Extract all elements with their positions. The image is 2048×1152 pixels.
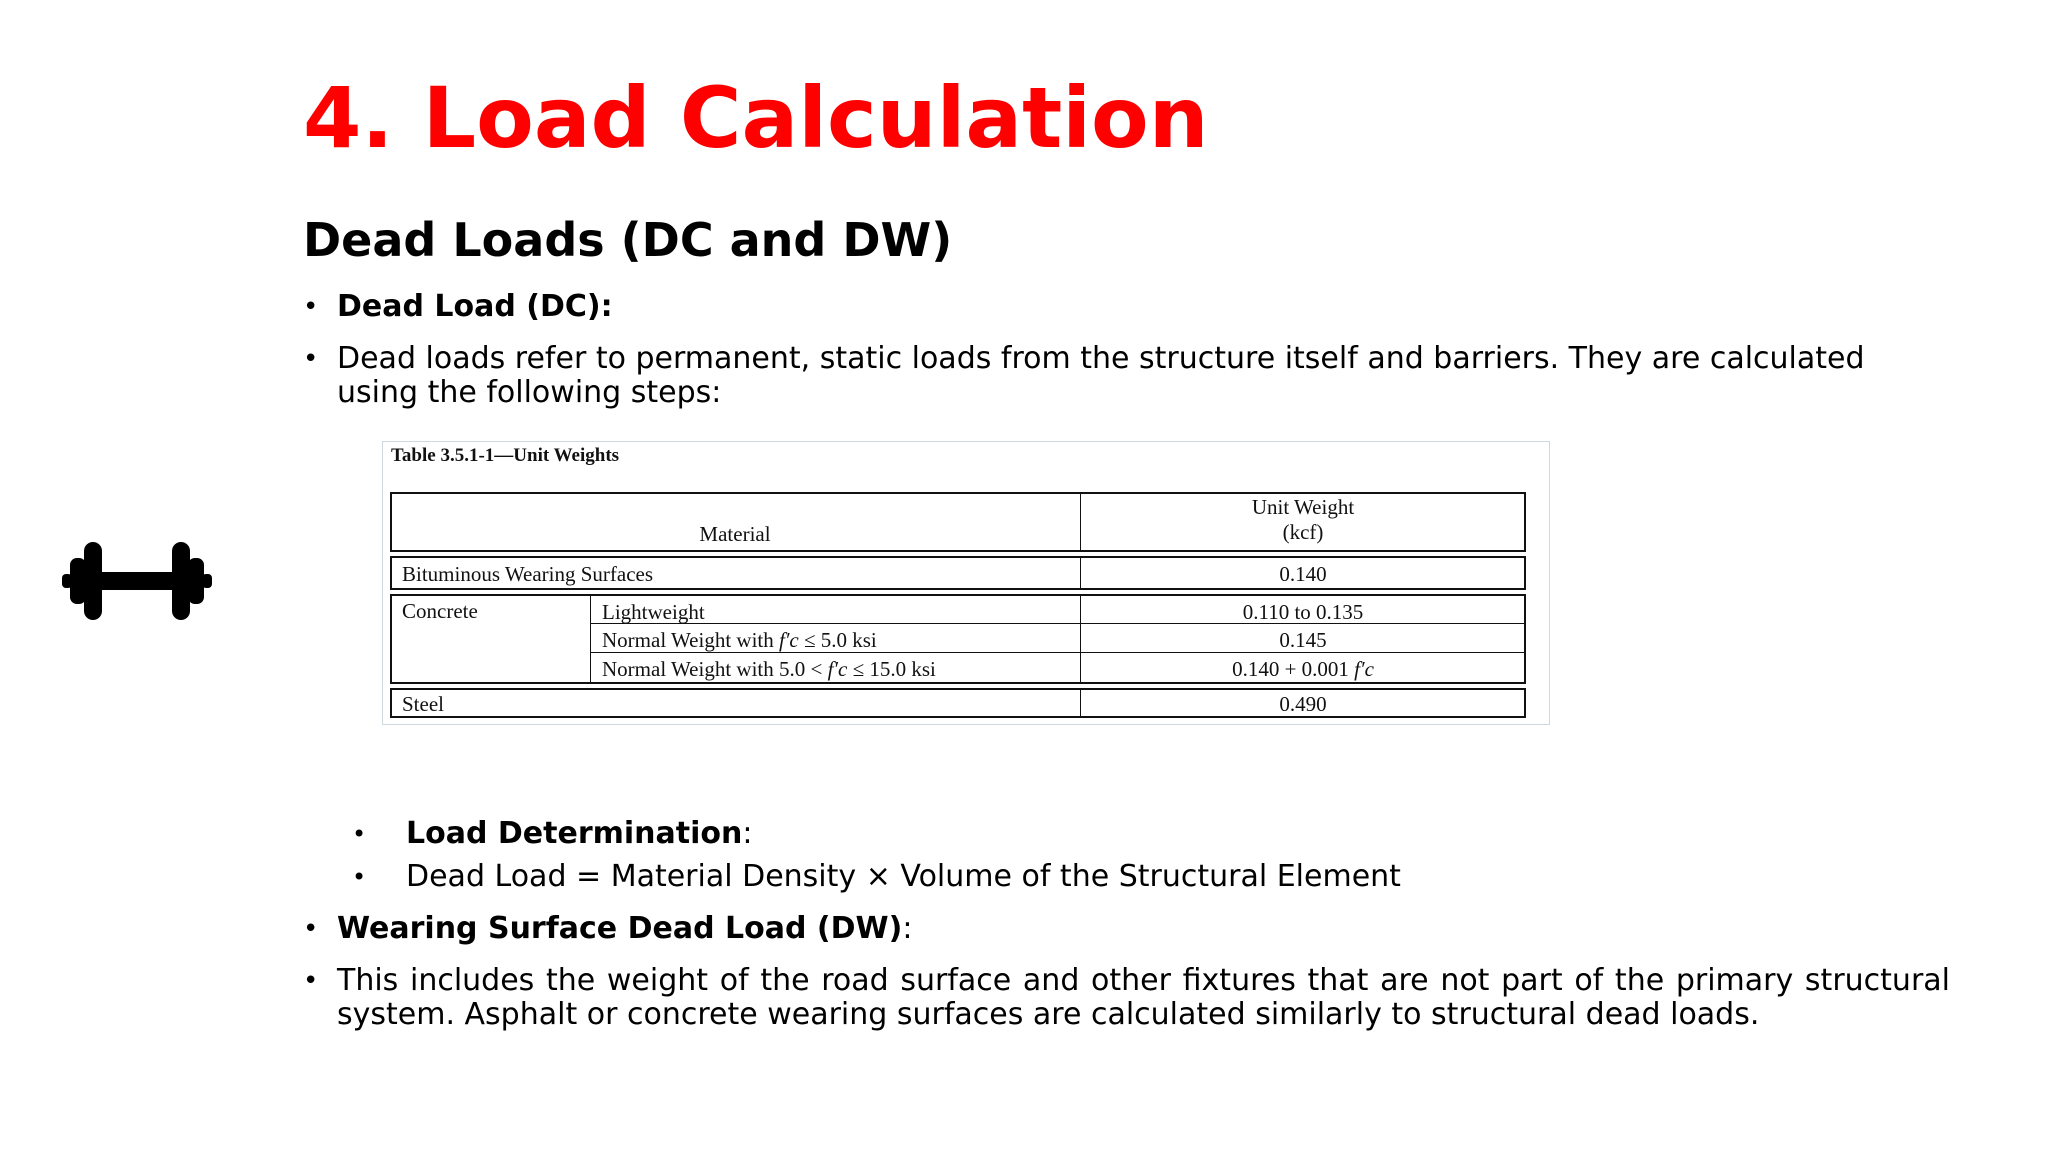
bullet-dw-description	[303, 964, 1950, 1032]
cell-lightweight-value: 0.110 to 0.135	[1242, 600, 1364, 624]
cell-lightweight-type: Lightweight	[602, 600, 705, 624]
cell-steel-material: Steel	[402, 692, 444, 716]
cell-normal-weight-low-type	[602, 628, 877, 652]
table-divider	[590, 594, 591, 684]
dw-colon: :	[902, 911, 913, 946]
header-material: Material	[699, 522, 771, 546]
sub-bullet-formula	[352, 859, 1852, 895]
bullet-marker: •	[303, 292, 319, 322]
cell-bituminous-material: Bituminous Wearing Surfaces	[402, 562, 654, 586]
cell-bituminous-value: 0.140	[1279, 562, 1327, 586]
cell-normal-weight-high-type	[602, 657, 936, 681]
header-unit-weight: Unit Weight	[1251, 495, 1355, 519]
cell-steel-value: 0.490	[1279, 692, 1327, 716]
section-heading: Dead Loads (DC and DW)	[303, 213, 953, 267]
cell-normal-weight-high-value	[1080, 657, 1526, 681]
load-determination-label: Load Determination	[406, 816, 743, 851]
dw-label: Wearing Surface Dead Load (DW)	[337, 911, 903, 946]
bullet-dc-description	[303, 342, 1950, 410]
cell-concrete-group: Concrete	[402, 599, 478, 623]
dc-description-text: Dead loads refer to permanent, static loads from the structure itself and barriers. They are calculated using the following steps:	[337, 341, 1865, 410]
table-caption: Table 3.5.1-1—Unit Weights	[391, 445, 620, 466]
bullet-wearing-surface-dw	[303, 912, 1950, 946]
bullet-marker: •	[352, 863, 367, 891]
table-divider	[590, 652, 1526, 653]
dc-label: Dead Load (DC):	[337, 289, 613, 324]
load-determination-colon: :	[742, 816, 753, 851]
cell-normal-weight-low-value: 0.145	[1279, 628, 1327, 652]
bullet-marker: •	[352, 820, 367, 848]
sub-bullet-load-determination	[352, 816, 1852, 852]
normal-low-prefix: Normal Weight with	[602, 628, 779, 652]
bullet-marker: •	[303, 966, 319, 996]
fc-symbol: f′c	[827, 657, 848, 681]
normal-high-value-prefix: 0.140 + 0.001	[1232, 657, 1355, 681]
bullet-marker: •	[303, 344, 319, 374]
fc-symbol: f′c	[778, 628, 799, 652]
dw-description-text: This includes the weight of the road surface and other fixtures that are not part of the primary structural system. Asphalt or concrete wearing surfaces are calculated similarly to structural dead loads.	[337, 963, 1950, 1032]
fc-symbol: f′c	[1354, 657, 1374, 681]
normal-high-suffix: ≤ 15.0 ksi	[847, 657, 936, 681]
bullet-marker: •	[303, 914, 319, 944]
dumbbell-icon	[62, 538, 212, 624]
normal-low-suffix: ≤ 5.0 ksi	[798, 628, 877, 652]
bullet-dead-load-dc	[303, 290, 1950, 324]
dead-load-formula: Dead Load = Material Density × Volume of the Structural Element	[406, 859, 1401, 894]
unit-weights-table-image	[382, 441, 1550, 725]
slide-title: 4. Load Calculation	[303, 69, 1209, 167]
header-unit: (kcf)	[1282, 520, 1324, 544]
normal-high-prefix: Normal Weight with 5.0 <	[602, 657, 828, 681]
